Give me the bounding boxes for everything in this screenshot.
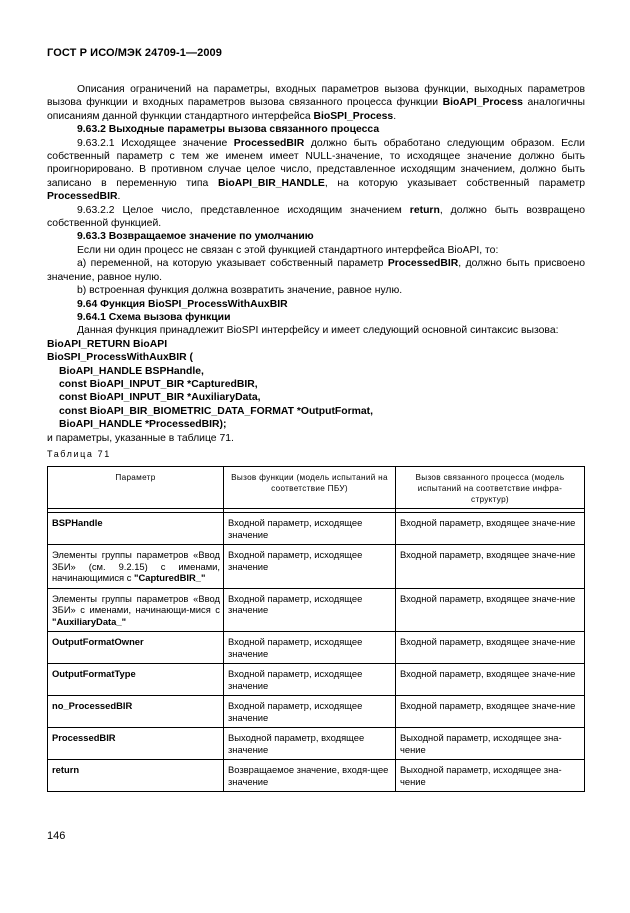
paragraph-syntax-intro: Данная функция принадлежит BioSPI интерфейсу и имеет следующий основной синтаксис вызова: xyxy=(77,325,559,337)
header-cell: Параметр xyxy=(48,467,224,509)
text-run: . xyxy=(117,191,121,203)
table-row xyxy=(48,664,585,696)
text-run: a) переменной, на которую указывает собственный параметр xyxy=(77,258,388,270)
paragraph-default-b: b) встроенная функция должна возвратить значение, равное нулю. xyxy=(77,285,403,297)
table-row xyxy=(48,632,585,664)
call-cell: Входной параметр, исходящее значение xyxy=(224,664,396,696)
table-row xyxy=(48,760,585,792)
param-cell: OutputFormatType xyxy=(48,664,224,696)
text-run: , должно быть возвращено собственной функцией. xyxy=(47,204,585,230)
call-cell: Входной параметр, исходящее значение xyxy=(224,588,396,632)
table-caption: Таблица 71 xyxy=(47,449,111,459)
param-cell: OutputFormatOwner xyxy=(48,632,224,664)
call-cell: Входной параметр, исходящее значение xyxy=(224,513,396,545)
process-cell: Входной параметр, входящее значе-ние xyxy=(396,696,585,728)
process-cell: Входной параметр, входящее значе-ние xyxy=(396,513,585,545)
param-cell: ProcessedBIR xyxy=(48,728,224,760)
paragraph-9-63-2-2 xyxy=(47,204,585,231)
call-cell: Входной параметр, исходящее значение xyxy=(224,632,396,664)
text-run: BioSPI_Process xyxy=(313,110,394,122)
call-cell: Входной параметр, исходящее значение xyxy=(224,696,396,728)
process-cell: Входной параметр, входящее значе-ние xyxy=(396,588,585,632)
heading-9-64: 9.64 Функция BioSPI_ProcessWithAuxBIR xyxy=(77,298,288,310)
code-line: const BioAPI_INPUT_BIR *AuxiliaryData, xyxy=(59,392,261,404)
text-run: . xyxy=(393,110,397,122)
text-run: BioAPI_BIR_HANDLE xyxy=(218,177,325,189)
code-line: BioAPI_RETURN BioAPI xyxy=(47,338,168,350)
body-text xyxy=(47,83,585,445)
call-cell: Выходной параметр, входящее значение xyxy=(224,728,396,760)
table-row xyxy=(48,588,585,632)
param-cell xyxy=(48,545,224,589)
process-cell: Входной параметр, входящее значе-ние xyxy=(396,545,585,589)
text-run: ProcessedBIR xyxy=(233,137,305,149)
text-run: "AuxiliaryData_" xyxy=(52,615,127,627)
table-row xyxy=(48,728,585,760)
heading-9-64-1: 9.64.1 Схема вызова функции xyxy=(77,311,231,323)
call-cell: Входной параметр, исходящее значение xyxy=(224,545,396,589)
paragraph-after-code: и параметры, указанные в таблице 71. xyxy=(47,432,234,444)
code-line: const BioAPI_INPUT_BIR *CapturedBIR, xyxy=(59,378,258,390)
text-run: Элементы группы параметров «Ввод ЗБИ» (см. 9.2.15) с именами, начинающимися с xyxy=(52,549,220,583)
text-run: Описания ограничений на параметры, входных параметров вызова функции, выходных параметров вызова функции и входных параметров вызова связанного процесса функции xyxy=(47,84,585,109)
param-cell: BSPHandle xyxy=(48,513,224,545)
text-run: "CapturedBIR_" xyxy=(134,572,206,583)
code-line: BioSPI_ProcessWithAuxBIR ( xyxy=(47,352,193,364)
table-header-row xyxy=(48,467,585,509)
param-cell xyxy=(48,588,224,632)
text-run: return xyxy=(409,204,440,216)
table-row xyxy=(48,513,585,545)
text-run: , должно быть присвоено значение, равное нулю. xyxy=(47,258,585,283)
param-cell: return xyxy=(48,760,224,792)
text-run: BioAPI_Process xyxy=(442,97,523,109)
text-run: Элементы группы параметров «Ввод ЗБИ» с именами, начинающи-мися с xyxy=(52,592,220,615)
text-run: 9.63.2.1 Исходящее значение xyxy=(77,137,234,149)
process-cell: Выходной параметр, исходящее зна-чение xyxy=(396,760,585,792)
param-cell: no_ProcessedBIR xyxy=(48,696,224,728)
text-run: должно быть обработано следующим образом. Если собственный параметр с тем же именем имеет NULL-значение, то исходящее значение должно быть проигнорировано. В противном случае целое число, представленное исходящим значением, должно быть записано в переменную типа xyxy=(47,137,585,189)
table-71 xyxy=(47,466,585,792)
code-line: BioAPI_HANDLE *ProcessedBIR); xyxy=(59,419,227,431)
heading-9-63-3: 9.63.3 Возвращаемое значение по умолчанию xyxy=(77,231,314,243)
header-cell: Вызов функции (модель испытаний на соответствие ПБУ) xyxy=(224,467,396,509)
process-cell: Входной параметр, входящее значе-ние xyxy=(396,664,585,696)
text-run: , на которую указывает собственный параметр xyxy=(324,177,585,189)
process-cell: Входной параметр, входящее значе-ние xyxy=(396,632,585,664)
text-run: 9.63.2.2 Целое число, представленное исходящим значением xyxy=(77,204,410,216)
table-row xyxy=(48,545,585,589)
document-header: ГОСТ Р ИСО/МЭК 24709-1—2009 xyxy=(47,47,222,59)
text-run: аналогичны описаниям данной функции стандартного интерфейса xyxy=(47,97,585,122)
paragraph-9-63-2-1 xyxy=(47,137,585,204)
code-line: BioAPI_HANDLE BSPHandle, xyxy=(59,365,204,377)
heading-9-63-2: 9.63.2 Выходные параметры вызова связанного процесса xyxy=(77,124,380,136)
text-run: ProcessedBIR xyxy=(47,191,118,203)
call-cell: Возвращаемое значение, входя-щее значение xyxy=(224,760,396,792)
paragraph-default-intro: Если ни один процесс не связан с этой функцией стандартного интерфейса BioAPI, то: xyxy=(77,244,499,256)
paragraph-default-a xyxy=(47,257,585,284)
code-line: const BioAPI_BIR_BIOMETRIC_DATA_FORMAT *OutputFormat, xyxy=(59,405,374,417)
paragraph-constraints xyxy=(47,83,585,123)
table-row xyxy=(48,696,585,728)
text-run: ProcessedBIR xyxy=(387,258,459,270)
process-cell: Выходной параметр, исходящее зна-чение xyxy=(396,728,585,760)
page-number: 146 xyxy=(47,830,66,842)
header-cell: Вызов связанного процесса (модель испытаний на соответствие инфра-структур) xyxy=(396,467,585,509)
